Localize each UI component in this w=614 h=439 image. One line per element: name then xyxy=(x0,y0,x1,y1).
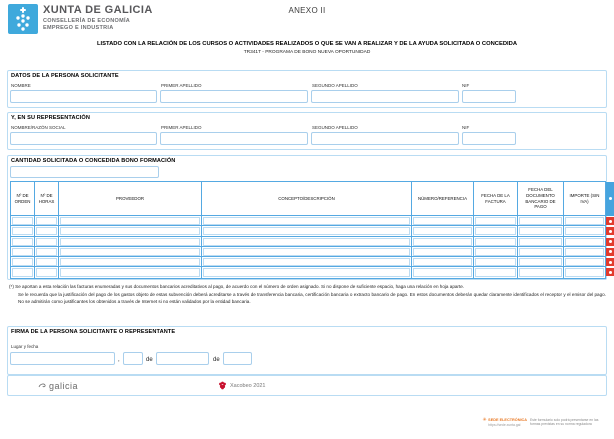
org-name: XUNTA DE GALICIA xyxy=(43,4,153,16)
table-cell xyxy=(518,226,564,236)
table-cell-input[interactable] xyxy=(203,258,410,266)
footer-logos xyxy=(7,375,607,396)
primer-apellido-label: PRIMER APELLIDO xyxy=(161,83,202,88)
year-input[interactable] xyxy=(223,352,252,365)
table-cell-input[interactable] xyxy=(203,248,410,256)
table-cell-input[interactable] xyxy=(413,258,472,266)
table-cell-input[interactable] xyxy=(203,227,410,235)
place-input[interactable] xyxy=(10,352,115,365)
table-cell xyxy=(202,226,412,236)
galicia-logo: galicia xyxy=(38,381,78,391)
table-cell-input[interactable] xyxy=(203,217,410,225)
footnote-1: (*) Se aportan a esta relación las facturas enumeradas y sus documentos bancarios acreditativos al pago, de acuerdo con el número de orden asignado. Si no dispone de suficiente espacio, haga una relación en hoja aparte. xyxy=(9,284,465,289)
section-applicant-title: DATOS DE LA PERSONA SOLICITANTE xyxy=(11,73,119,79)
table-row xyxy=(11,257,605,267)
row-delete-buttons xyxy=(606,217,614,279)
table-cell-input[interactable] xyxy=(475,248,516,256)
table-cell-input[interactable] xyxy=(60,227,200,235)
table-cell xyxy=(474,237,518,247)
table-cell xyxy=(564,226,605,236)
table-cell xyxy=(564,216,605,226)
table-cell xyxy=(474,257,518,267)
nombre-input[interactable] xyxy=(10,90,157,103)
add-row-button[interactable] xyxy=(606,182,614,216)
table-header-cell: IMPORTE (SIN IVA) xyxy=(569,192,600,204)
de-separator-1: de xyxy=(146,357,153,363)
table-cell-input[interactable] xyxy=(413,238,472,246)
table-cell xyxy=(11,216,35,226)
table-cell xyxy=(202,257,412,267)
delete-row-button[interactable] xyxy=(606,227,614,235)
table-cell-input[interactable] xyxy=(60,268,200,276)
month-input[interactable] xyxy=(156,352,209,365)
table-cell xyxy=(35,247,59,257)
table-cell-input[interactable] xyxy=(519,238,562,246)
nif-input[interactable] xyxy=(462,90,516,103)
table-cell xyxy=(11,237,35,247)
table-cell xyxy=(518,237,564,247)
xacobeo-logo: Xacobeo 2021 xyxy=(218,381,265,390)
table-cell xyxy=(564,267,605,277)
razon-social-input[interactable] xyxy=(10,132,157,145)
table-cell-input[interactable] xyxy=(565,248,604,256)
table-cell xyxy=(518,247,564,257)
table-cell xyxy=(412,257,474,267)
org-department: CONSELLERÍA DE ECONOMÍA EMPREGO E INDUSTRIA xyxy=(43,18,131,31)
delete-row-button[interactable] xyxy=(606,217,614,225)
section-representative xyxy=(7,112,607,150)
table-cell-input[interactable] xyxy=(565,258,604,266)
table-cell-input[interactable] xyxy=(36,227,57,235)
section-representative-title: Y, EN SU REPRESENTACIÓN xyxy=(11,115,90,121)
table-cell-input[interactable] xyxy=(565,238,604,246)
comma-separator: , xyxy=(118,357,120,363)
section-signature xyxy=(7,326,607,375)
table-cell-input[interactable] xyxy=(565,227,604,235)
footnote-2: Se le recuerda que la justificación del pago de los gastos objeto de estas subvención deberá acreditarse a través de transferencia bancaria, certificación bancaria o extracto bancario de pago. En estos documentos deberán quedar claramente identificados el receptor y el emisor del pago. No se admitirán como justificantes los obtenidos a través de Internet si no están validados por la entidad bancaria. xyxy=(18,291,606,304)
table-cell-input[interactable] xyxy=(413,227,472,235)
table-cell xyxy=(59,247,202,257)
razon-social-label: NOMBRE/RAZÓN SOCIAL xyxy=(11,125,66,130)
table-header-cell: PROVEEDOR xyxy=(59,182,202,215)
course-table xyxy=(10,181,606,279)
table-cell xyxy=(202,237,412,247)
table-row xyxy=(11,267,605,277)
table-header-cell: FECHA DE LA FACTURA xyxy=(474,182,518,215)
table-cell-input[interactable] xyxy=(12,268,33,276)
table-header-cell: CONCEPTO/DESCRIPCIÓN xyxy=(202,182,412,215)
table-cell xyxy=(564,247,605,257)
place-date-label: Lugar y fecha xyxy=(11,344,39,349)
table-header-cell: NÚMERO/REFERENCIA xyxy=(412,182,474,215)
section-amount xyxy=(7,155,607,280)
table-cell xyxy=(474,247,518,257)
delete-row-button[interactable] xyxy=(606,258,614,266)
table-cell-input[interactable] xyxy=(203,238,410,246)
table-cell xyxy=(35,267,59,277)
xacobeo-icon xyxy=(218,381,227,390)
table-cell-input[interactable] xyxy=(519,258,562,266)
table-cell-input[interactable] xyxy=(60,217,200,225)
table-cell xyxy=(202,247,412,257)
segundo-apellido-input[interactable] xyxy=(311,90,459,103)
sede-url: https://sede.xunta.gal xyxy=(488,422,521,427)
table-cell-input[interactable] xyxy=(475,238,516,246)
table-cell xyxy=(59,216,202,226)
legal-footer xyxy=(482,418,608,427)
table-cell-input[interactable] xyxy=(12,227,33,235)
table-cell-input[interactable] xyxy=(519,268,562,276)
table-cell xyxy=(35,216,59,226)
table-cell xyxy=(564,257,605,267)
rep-nif-input[interactable] xyxy=(462,132,516,145)
table-cell xyxy=(412,267,474,277)
table-cell xyxy=(564,237,605,247)
footnotes xyxy=(9,284,606,307)
table-cell-input[interactable] xyxy=(565,268,604,276)
table-cell-input[interactable] xyxy=(36,258,57,266)
table-cell xyxy=(474,216,518,226)
table-cell xyxy=(474,226,518,236)
table-cell xyxy=(35,237,59,247)
table-cell-input[interactable] xyxy=(60,238,200,246)
table-header-cell: Nº DE ORDEN xyxy=(11,182,35,215)
place-date-row xyxy=(10,352,600,366)
table-cell-input[interactable] xyxy=(36,217,57,225)
amount-input[interactable] xyxy=(10,166,159,178)
table-cell xyxy=(11,267,35,277)
table-cell xyxy=(474,267,518,277)
table-cell-input[interactable] xyxy=(12,258,33,266)
table-cell xyxy=(11,226,35,236)
rep-nif-label: NIF xyxy=(462,125,470,130)
table-cell-input[interactable] xyxy=(12,238,33,246)
sede-block xyxy=(482,418,527,427)
table-cell xyxy=(412,216,474,226)
delete-row-button[interactable] xyxy=(606,268,614,276)
table-cell xyxy=(412,237,474,247)
table-row xyxy=(11,226,605,236)
nombre-label: NOMBRE xyxy=(11,83,31,88)
course-table-body xyxy=(11,216,605,278)
segundo-apellido-label: SEGUNDO APELLIDO xyxy=(312,83,358,88)
rep-segundo-apellido-label: SEGUNDO APELLIDO xyxy=(312,125,358,130)
table-cell xyxy=(202,216,412,226)
table-row xyxy=(11,216,605,226)
de-separator-2: de xyxy=(213,357,220,363)
table-cell xyxy=(11,247,35,257)
table-cell xyxy=(412,226,474,236)
section-amount-title: CANTIDAD SOLICITADA O CONCEDIDA BONO FORMACIÓN xyxy=(11,158,176,164)
primer-apellido-input[interactable] xyxy=(160,90,308,103)
table-cell xyxy=(11,257,35,267)
table-cell-input[interactable] xyxy=(36,248,57,256)
table-cell-input[interactable] xyxy=(475,268,516,276)
table-cell-input[interactable] xyxy=(60,258,200,266)
legal-notice: Este formulario solo podrá presentarse en las formas previstas en su norma reguladora xyxy=(530,418,599,427)
rep-segundo-apellido-input[interactable] xyxy=(311,132,459,145)
table-row xyxy=(11,247,605,257)
rep-primer-apellido-input[interactable] xyxy=(160,132,308,145)
table-header-cell: Nº DE HORAS xyxy=(35,182,59,215)
table-cell xyxy=(518,216,564,226)
table-cell-input[interactable] xyxy=(475,258,516,266)
day-input[interactable] xyxy=(123,352,143,365)
table-cell xyxy=(518,267,564,277)
table-cell-input[interactable] xyxy=(475,217,516,225)
table-cell-input[interactable] xyxy=(12,248,33,256)
form-subtitle: TR341T - PROGRAMA DE BONO NUEVA OPORTUNIDAD xyxy=(243,50,371,55)
table-row xyxy=(11,237,605,247)
table-cell-input[interactable] xyxy=(413,248,472,256)
sede-icon: ✳ xyxy=(482,417,487,423)
table-cell-input[interactable] xyxy=(60,248,200,256)
table-cell-input[interactable] xyxy=(413,268,472,276)
sede-name: SEDE ELECTRÓNICA xyxy=(488,418,527,422)
table-cell-input[interactable] xyxy=(519,217,562,225)
table-cell xyxy=(35,226,59,236)
table-cell xyxy=(412,247,474,257)
table-cell xyxy=(59,237,202,247)
table-header-cell: FECHA DEL DOCUMENTO BANCARIO DE PAGO xyxy=(518,182,564,215)
form-title: LISTADO CON LA RELACIÓN DE LOS CURSOS O ACTIVIDADES REALIZADOS O QUE SE VAN A REALIZAR Y DE LA AYUDA SOLICITADA O CONCEDIDA xyxy=(96,41,518,47)
table-cell-input[interactable] xyxy=(203,268,410,276)
section-applicant xyxy=(7,70,607,108)
table-cell-input[interactable] xyxy=(36,268,57,276)
table-cell-input[interactable] xyxy=(565,217,604,225)
section-signature-title: FIRMA DE LA PERSONA SOLICITANTE O REPRESENTANTE xyxy=(11,329,176,335)
table-cell xyxy=(59,267,202,277)
delete-row-button[interactable] xyxy=(606,238,614,246)
table-cell-input[interactable] xyxy=(475,227,516,235)
course-table-header xyxy=(11,182,605,216)
table-cell xyxy=(202,267,412,277)
table-cell-input[interactable] xyxy=(36,238,57,246)
table-cell xyxy=(59,226,202,236)
table-cell-input[interactable] xyxy=(519,248,562,256)
table-cell xyxy=(59,257,202,267)
rep-primer-apellido-label: PRIMER APELLIDO xyxy=(161,125,202,130)
annex-label: ANEXO II xyxy=(288,6,326,15)
table-cell-input[interactable] xyxy=(413,217,472,225)
nif-label: NIF xyxy=(462,83,470,88)
delete-row-button[interactable] xyxy=(606,248,614,256)
table-cell-input[interactable] xyxy=(519,227,562,235)
table-cell xyxy=(518,257,564,267)
table-cell xyxy=(35,257,59,267)
galicia-swirl-icon xyxy=(38,381,48,391)
table-cell-input[interactable] xyxy=(12,217,33,225)
